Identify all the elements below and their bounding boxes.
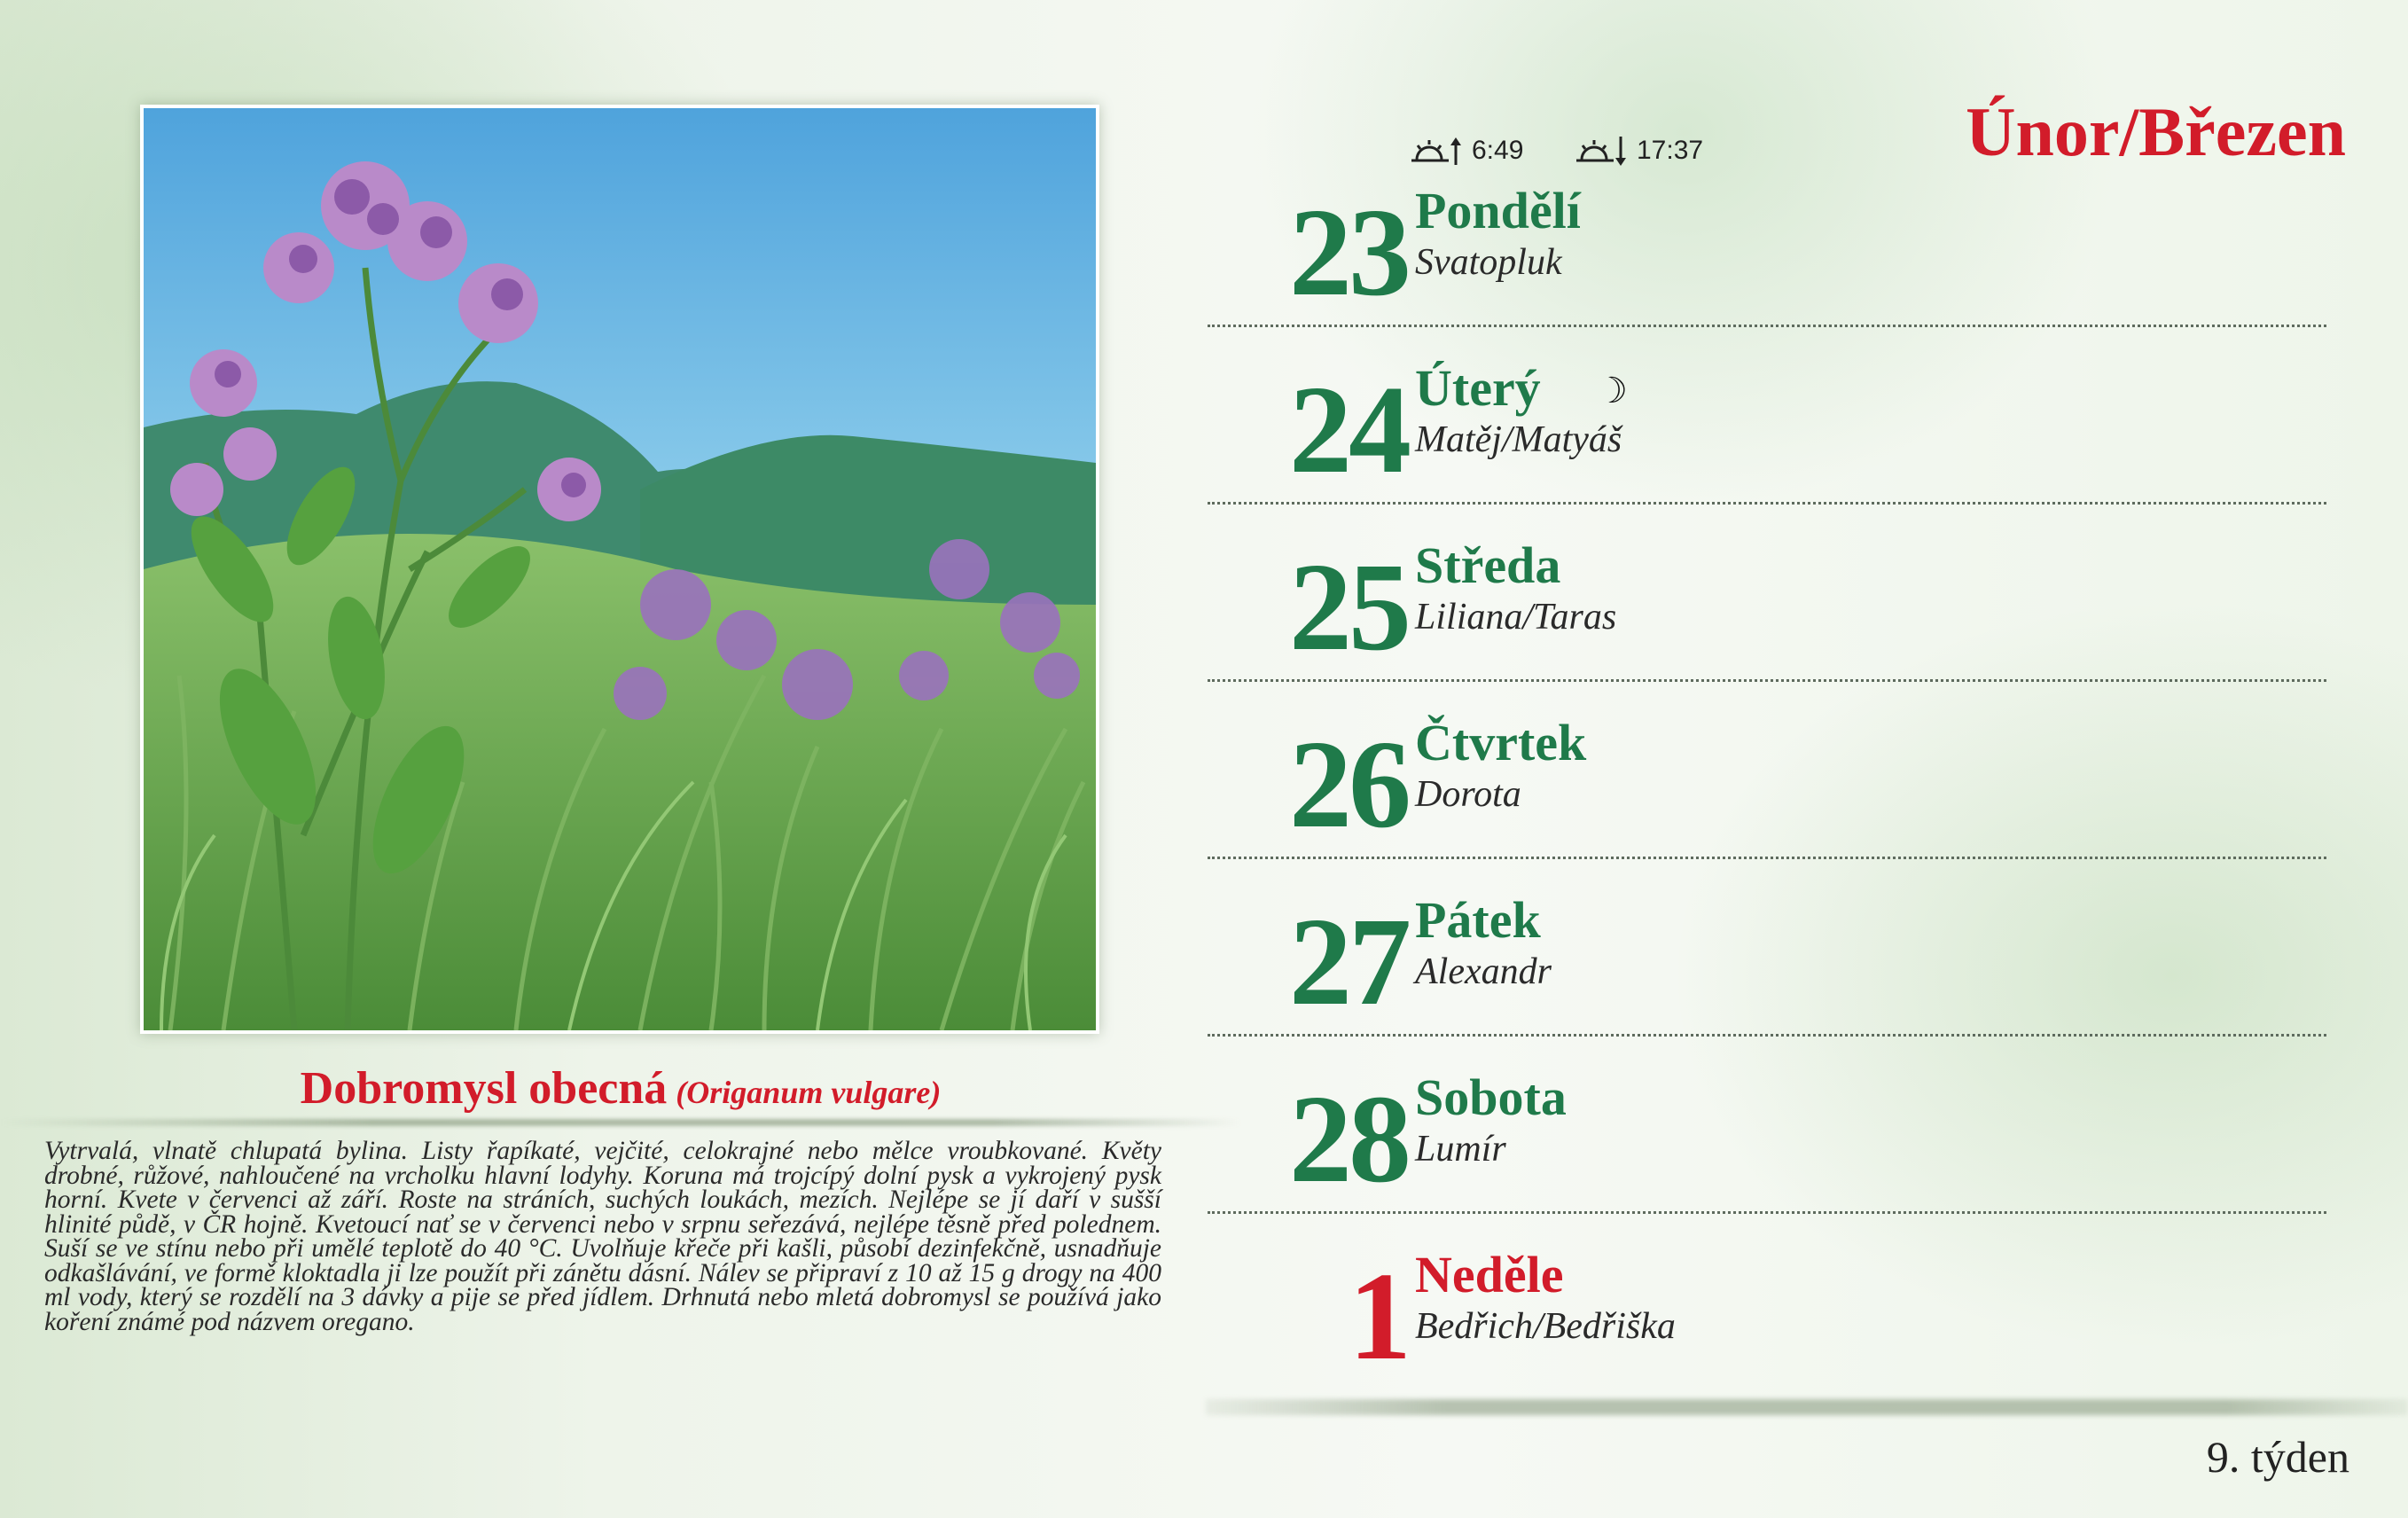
day-number: 24 bbox=[1289, 359, 1408, 499]
month-title: Únor/Březen bbox=[1966, 93, 2346, 170]
sunset-icon bbox=[1575, 133, 1631, 168]
week-divider bbox=[1206, 1399, 2408, 1415]
day-weekday: Neděle bbox=[1415, 1246, 1564, 1303]
plant-common-name: Dobromysl obecná bbox=[300, 1063, 668, 1114]
day-separator bbox=[1208, 325, 2326, 327]
sunrise-icon bbox=[1410, 133, 1466, 168]
day-number: 26 bbox=[1289, 714, 1408, 854]
day-nameday: Liliana/Taras bbox=[1415, 597, 1617, 638]
day-nameday: Alexandr bbox=[1415, 951, 1552, 992]
day-separator bbox=[1208, 1034, 2326, 1037]
week-label: 9. týden bbox=[2206, 1432, 2349, 1482]
plant-latin-name: (Origanum vulgare) bbox=[676, 1075, 942, 1110]
day-nameday: Matěj/Matyáš bbox=[1415, 419, 1622, 460]
day-separator bbox=[1208, 502, 2326, 505]
day-weekday: Úterý bbox=[1415, 359, 1541, 417]
day-number: 1 bbox=[1349, 1246, 1408, 1386]
sunrise-time: 6:49 bbox=[1472, 136, 1524, 165]
moon-phase-icon: ☽ bbox=[1596, 371, 1628, 411]
plant-description: Vytrvalá, vlnatě chlupatá bylina. Listy řapíkaté, vejčité, celokrajné nebo mělce vroubkované. Květy drobné, růžové, nahloučené na vrcholku hlavní lodyhy. Koruna má trojcípý dolní pysk a vykrojený pysk horní. Kvete v červenci až září. Roste na stráních, suchých loukách, mezích. Nejlépe se jí daří v sušší hlinité půdě, v ČR hojně. Kvetoucí nať se v červenci nebo v srpnu seřezává, nejlépe těsně před polednem. Suší se ve stínu nebo při umělé teplotě do 40 °C. Uvolňuje křeče při kašli, působí dezinfekčně, usnadňuje odkašlávání, ve formě kloktadla ji lze použít při zánětu dásní. Nálev se připraví z 10 až 15 g drogy na 400 ml vody, který se rozdělí na 3 dávky a pije se před jídlem. Drhnutá nebo mletá dobromysl se používá jako koření známé pod názvem oregano. bbox=[44, 1137, 1161, 1336]
right-page bbox=[1206, 0, 2408, 1518]
day-weekday: Pondělí bbox=[1415, 182, 1581, 239]
day-separator bbox=[1208, 679, 2326, 682]
sunrise bbox=[1410, 133, 1523, 168]
plant-caption bbox=[0, 1062, 1241, 1115]
day-number: 28 bbox=[1289, 1068, 1408, 1209]
day-nameday: Lumír bbox=[1415, 1129, 1506, 1170]
day-nameday: Dorota bbox=[1415, 774, 1521, 815]
day-weekday: Čtvrtek bbox=[1415, 714, 1587, 771]
plant-illustration bbox=[144, 108, 1096, 1030]
sunset-time: 17:37 bbox=[1637, 136, 1704, 165]
day-weekday: Sobota bbox=[1415, 1068, 1567, 1126]
day-number: 27 bbox=[1289, 891, 1408, 1031]
day-row-sunday bbox=[1206, 1238, 2358, 1415]
day-weekday: Středa bbox=[1415, 536, 1561, 594]
day-separator bbox=[1208, 857, 2326, 859]
caption-divider bbox=[0, 1119, 1241, 1126]
sunset bbox=[1575, 133, 1703, 168]
day-nameday: Bedřich/Bedřiška bbox=[1415, 1306, 1676, 1347]
day-separator bbox=[1208, 1211, 2326, 1214]
day-weekday: Pátek bbox=[1415, 891, 1541, 949]
day-number: 23 bbox=[1289, 182, 1408, 322]
day-number: 25 bbox=[1289, 536, 1408, 677]
day-nameday: Svatopluk bbox=[1415, 242, 1562, 283]
plant-photo bbox=[140, 105, 1099, 1034]
